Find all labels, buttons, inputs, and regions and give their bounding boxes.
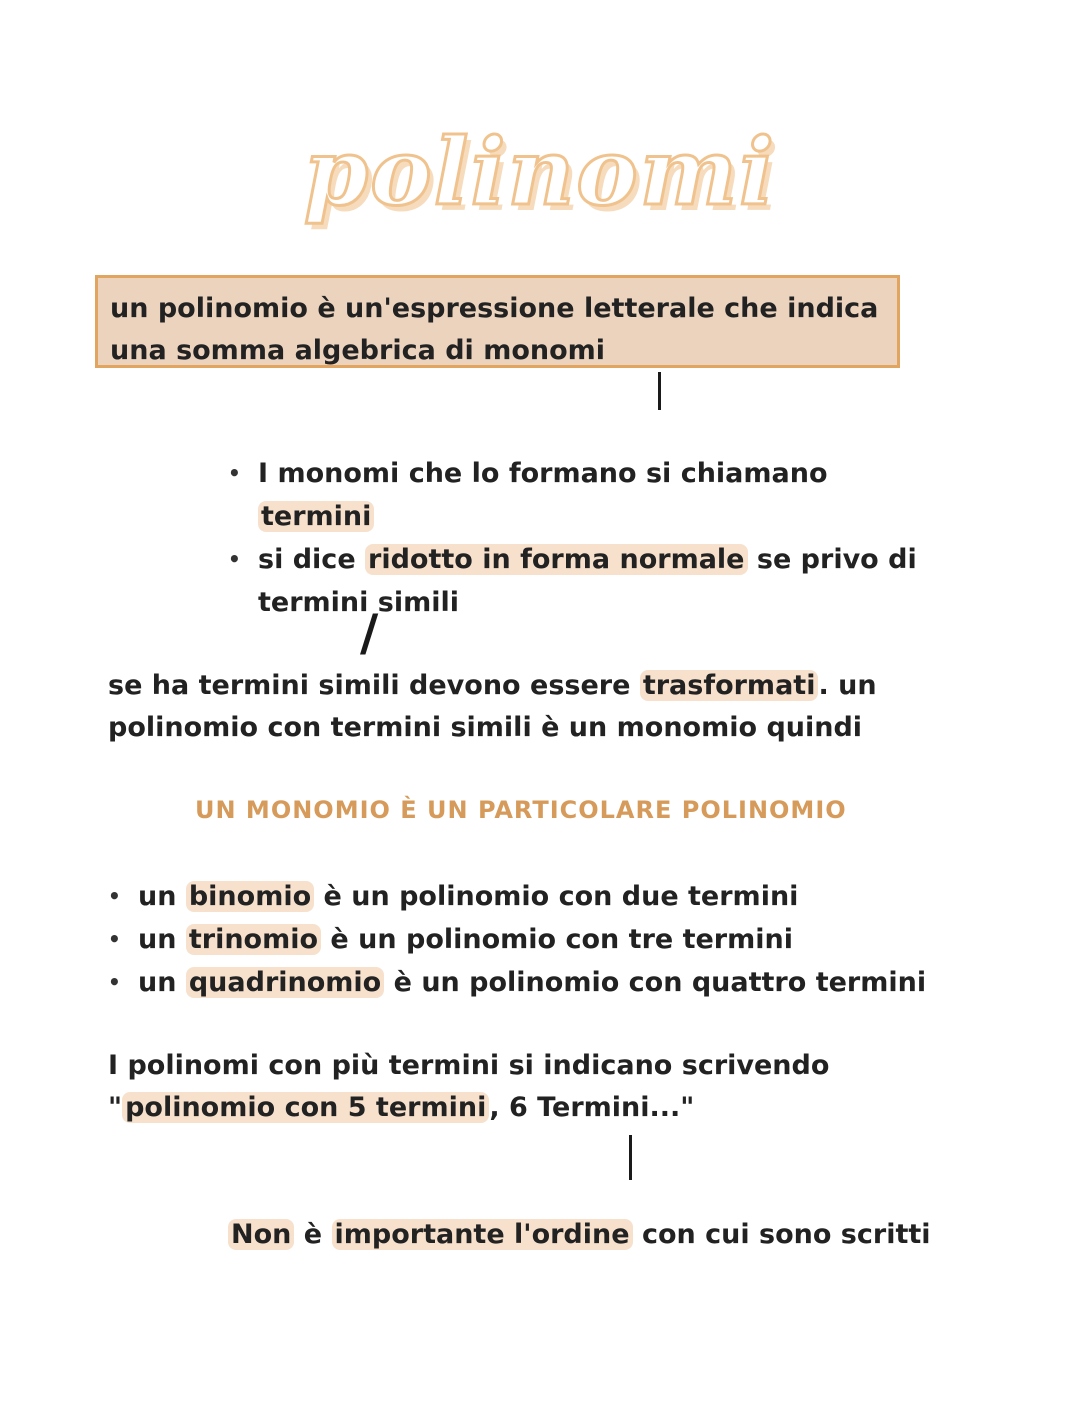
list-item: • un binomio è un polinomio con due termini [108,875,928,918]
highlight: ridotto in forma normale [365,544,747,575]
order-paragraph: Non è importante l'ordine con cui sono scritti [228,1214,948,1256]
page-title: polinomi [303,118,777,226]
key-statement: UN MONOMIO È UN PARTICOLARE POLINOMIO [195,796,847,824]
many-terms-paragraph: I polinomi con più termini si indicano scrivendo " polinomio con 5 termini , 6 Termini..." [108,1050,830,1123]
highlight: Non [228,1219,294,1250]
highlight: quadrinomio [186,967,384,998]
connector-line-2 [629,1135,632,1180]
highlight: trinomio [186,924,321,955]
transform-paragraph: se ha termini simili devono essere trasformati . un polinomio con termini simili è un monomio quindi [108,670,877,743]
connector-slash: / [360,604,379,662]
highlight: importante l'ordine [332,1219,633,1250]
list-item: • un trinomio è un polinomio con tre termini [108,918,928,961]
connector-line-1 [658,372,661,410]
list-item: • I monomi che lo formano si chiamano termini [228,452,948,538]
highlight: termini [258,501,374,532]
highlight: binomio [186,881,314,912]
highlight: trasformati [640,670,819,701]
definition-box: un polinomio è un'espressione letterale che indica una somma algebrica di monomi [95,275,900,368]
list-item: • un quadrinomio è un polinomio con quattro termini [108,961,928,1004]
list-item: • si dice ridotto in forma normale se privo di termini simili [228,538,948,624]
highlight: polinomio con 5 termini [122,1092,489,1123]
properties-list [228,452,948,624]
types-list [108,875,928,1004]
